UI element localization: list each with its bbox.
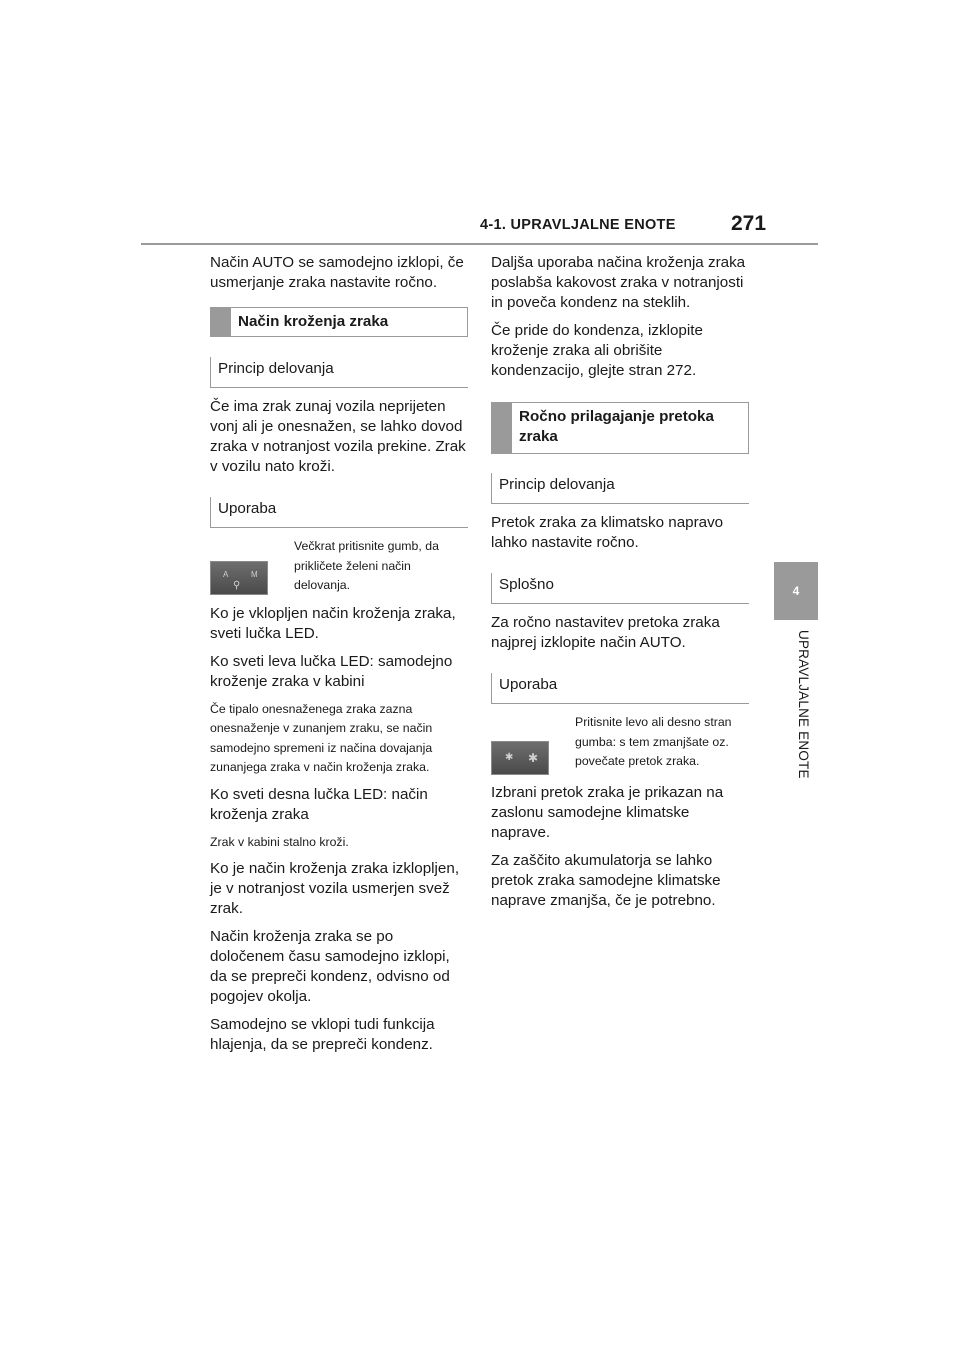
section-heading-bar — [211, 308, 231, 336]
subheading: Uporaba — [210, 497, 468, 528]
paragraph: Za zaščito akumulatorja se lahko pretok zraka samodejne klimatske naprave zmanjša, če je potrebno. — [491, 852, 721, 909]
right-column — [491, 253, 749, 919]
paragraph: Če pride do kondenza, izklopite kroženje zraka ali obrišite kondenzacijo, glejte stran 272. — [491, 322, 703, 379]
paragraph: Za ročno nastavitev pretoka zraka najprej izklopite način AUTO. — [491, 614, 720, 651]
paragraph: Ko sveti leva lučka LED: samodejno kroženje zraka v kabini — [210, 652, 453, 690]
subheading: Uporaba — [491, 673, 749, 704]
led-label-m: M — [251, 570, 258, 579]
chapter-side-title: UPRAVLJALNE ENOTE — [796, 630, 811, 779]
car-icon: ⚲ — [233, 580, 241, 591]
paragraph: Ko sveti desna lučka LED: način kroženja zraka — [210, 785, 428, 823]
figure-holder — [491, 713, 575, 775]
small-paragraph: Zrak v kabini stalno kroži. — [210, 834, 349, 849]
chapter-tab: 4 — [774, 562, 818, 620]
figure-caption: Večkrat pritisnite gumb, da prikličete želeni način delovanja. — [294, 539, 439, 592]
subheading: Splošno — [491, 573, 749, 604]
figure-caption: Pritisnite levo ali desno stran gumba: s tem zmanjšate oz. povečate pretok zraka. — [575, 715, 732, 768]
header-title: 4-1. UPRAVLJALNE ENOTE — [480, 217, 676, 233]
subheading: Princip delovanja — [210, 357, 468, 388]
paragraph: Daljša uporaba načina kroženja zraka poslabša kakovost zraka v notranjosti in poveča kondenz na steklih. — [491, 254, 746, 311]
section-heading — [491, 402, 749, 454]
section-heading-bar — [492, 403, 512, 453]
fan-high-icon: ✱ — [528, 751, 539, 765]
subheading: Princip delovanja — [491, 473, 749, 504]
section-heading-text: Način kroženja zraka — [238, 313, 389, 330]
section-heading — [210, 307, 468, 337]
recirculation-button-image — [210, 561, 268, 595]
paragraph: Izbrani pretok zraka je prikazan na zaslonu samodejne klimatske naprave. — [491, 784, 724, 841]
led-label-a: A — [223, 570, 229, 579]
paragraph: Način kroženja zraka se po določenem času samodejno izklopi, da se prepreči kondenz, odvisno od pogojev okolja. — [210, 928, 450, 1005]
figure-row — [210, 537, 468, 596]
small-paragraph: Če tipalo onesnaženega zraka zazna onesnaženje v zunanjem zraku, se način samodejno spremeni iz načina dovajanja zunanjega zraka v način kroženja zraka. — [210, 701, 433, 774]
airflow-button-image — [491, 741, 549, 775]
header-rule — [141, 243, 818, 245]
left-column — [210, 253, 468, 1063]
figure-holder — [210, 537, 294, 595]
paragraph: Samodejno se vklopi tudi funkcija hlajenja, da se prepreči kondenz. — [210, 1016, 435, 1053]
fan-low-icon: ✱ — [505, 752, 514, 763]
paragraph: Ko je vklopljen način kroženja zraka, sveti lučka LED. — [210, 604, 456, 642]
paragraph: Pretok zraka za klimatsko napravo lahko nastavite ročno. — [491, 514, 724, 551]
section-heading-text: Ročno prilagajanje pretoka zraka — [519, 408, 714, 445]
paragraph: Če ima zrak zunaj vozila neprijeten vonj ali je onesnažen, se lahko dovod zraka v notranjost vozila prekine. Zrak v vozilu nato kroži. — [210, 398, 466, 475]
paragraph: Ko je način kroženja zraka izklopljen, je v notranjost vozila usmerjen svež zrak. — [210, 860, 460, 917]
page-number: 271 — [731, 212, 767, 235]
intro-paragraph: Način AUTO se samodejno izklopi, če usmerjanje zraka nastavite ročno. — [210, 254, 464, 291]
figure-row — [491, 713, 749, 775]
